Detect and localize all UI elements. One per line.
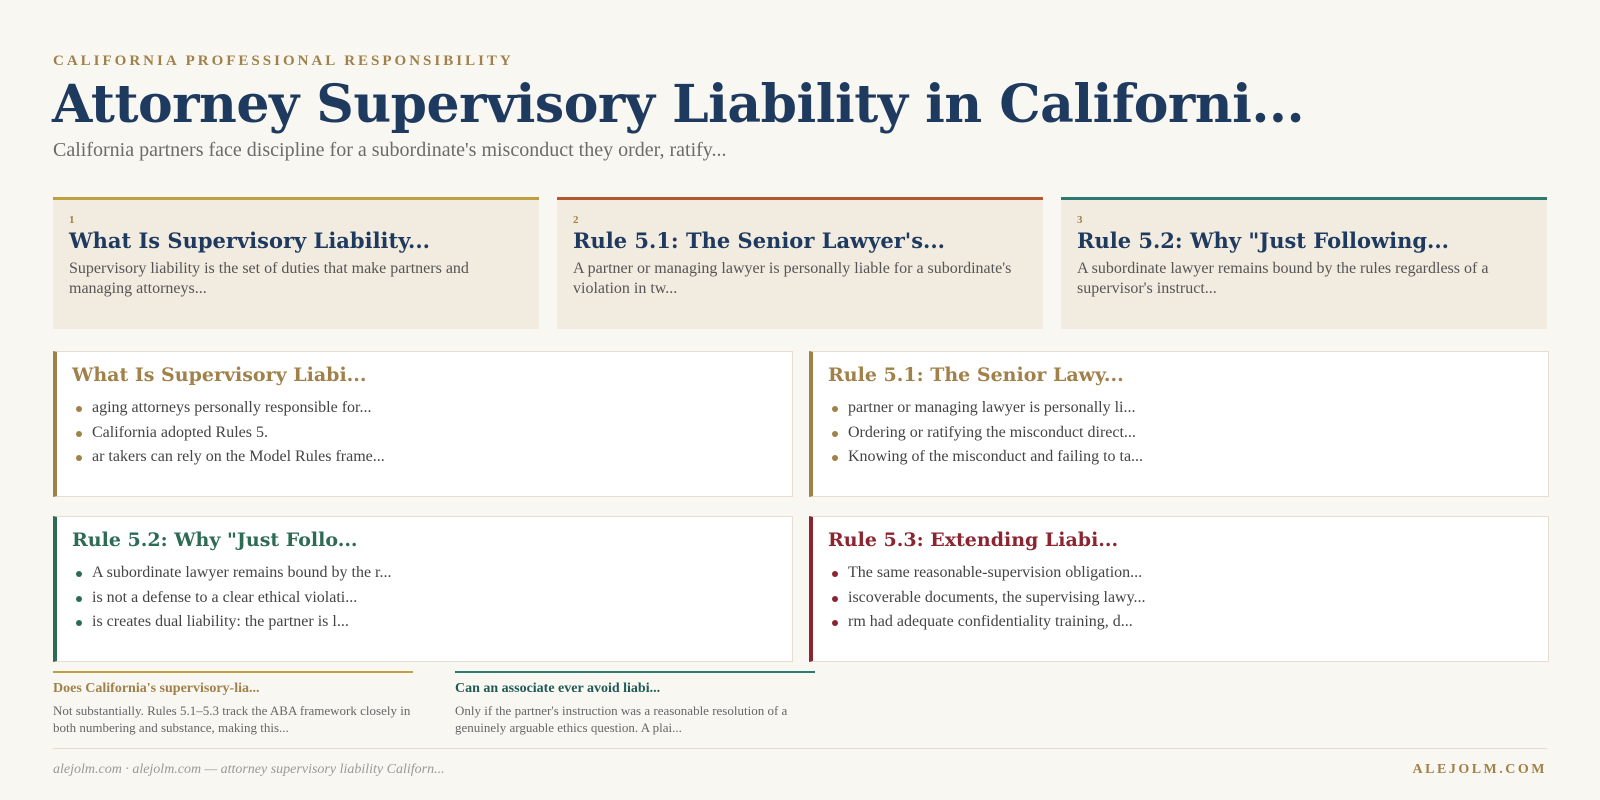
bullet-item: rm had adequate confidentiality training, d... [828, 610, 1533, 635]
section-panel [53, 516, 793, 662]
bullet-item: is creates dual liability: the partner is l... [72, 610, 777, 635]
panel-title: Rule 5.3: Extending Liabi... [828, 529, 1119, 551]
bullet-item: A subordinate lawyer remains bound by the r... [72, 561, 777, 586]
card-body: A partner or managing lawyer is personally liable for a subordinate's violation in tw... [573, 260, 1012, 297]
faq-question[interactable]: Can an associate ever avoid liabi... [455, 681, 661, 696]
faq-question[interactable]: Does California's supervisory-lia... [53, 681, 260, 696]
bullet-item: Ordering or ratifying the misconduct direct... [828, 421, 1533, 446]
faq-answer: Not substantially. Rules 5.1–5.3 track the ABA framework closely in both numbering and substance, making this... [53, 703, 411, 735]
panel-title: Rule 5.1: The Senior Lawy... [828, 364, 1124, 386]
section-panel [809, 516, 1549, 662]
card-number: 2 [573, 214, 579, 226]
card-title: Rule 5.1: The Senior Lawyer's... [573, 228, 945, 253]
card-body: Supervisory liability is the set of duties that make partners and managing attorneys... [69, 260, 469, 297]
faq-item[interactable] [53, 671, 413, 736]
bullet-item: is not a defense to a clear ethical violati... [72, 586, 777, 611]
faq-item[interactable] [455, 671, 815, 736]
eyebrow-label: CALIFORNIA PROFESSIONAL RESPONSIBILITY [53, 53, 514, 69]
summary-card[interactable] [53, 197, 539, 329]
card-body: A subordinate lawyer remains bound by the rules regardless of a supervisor's instruct... [1077, 260, 1489, 297]
footer-divider [53, 748, 1547, 749]
card-number: 3 [1077, 214, 1083, 226]
page-subtitle: California partners face discipline for a subordinate's misconduct they order, ratify... [53, 139, 727, 161]
page-title: Attorney Supervisory Liability in Californi... [52, 74, 1305, 135]
bullet-item: Knowing of the misconduct and failing to ta... [828, 445, 1533, 470]
bullet-item: The same reasonable-supervision obligation... [828, 561, 1533, 586]
footer-brand-link[interactable]: ALEJOLM.COM [1412, 762, 1547, 777]
card-title: Rule 5.2: Why "Just Following... [1077, 228, 1449, 253]
section-panel [53, 351, 793, 497]
bullet-item: aging attorneys personally responsible for... [72, 396, 777, 421]
bullet-item: California adopted Rules 5. [72, 421, 777, 446]
bullet-list [828, 396, 1533, 470]
summary-card[interactable] [1061, 197, 1547, 329]
bullet-item: ar takers can rely on the Model Rules frame... [72, 445, 777, 470]
summary-cards [53, 197, 1547, 329]
card-number: 1 [69, 214, 75, 226]
card-title: What Is Supervisory Liability... [69, 228, 430, 253]
panel-title: What Is Supervisory Liabi... [72, 364, 367, 386]
section-panel [809, 351, 1549, 497]
faq-answer: Only if the partner's instruction was a reasonable resolution of a genuinely arguable ethics question. A plai... [455, 703, 788, 735]
bullet-list [828, 561, 1533, 635]
bullet-item: iscoverable documents, the supervising lawy... [828, 586, 1533, 611]
summary-card[interactable] [557, 197, 1043, 329]
bullet-list [72, 561, 777, 635]
panel-title: Rule 5.2: Why "Just Follo... [72, 529, 358, 551]
bullet-item: partner or managing lawyer is personally li... [828, 396, 1533, 421]
bullet-list [72, 396, 777, 470]
footer-caption: alejolm.com · alejolm.com — attorney supervisory liability Californ... [53, 762, 445, 777]
